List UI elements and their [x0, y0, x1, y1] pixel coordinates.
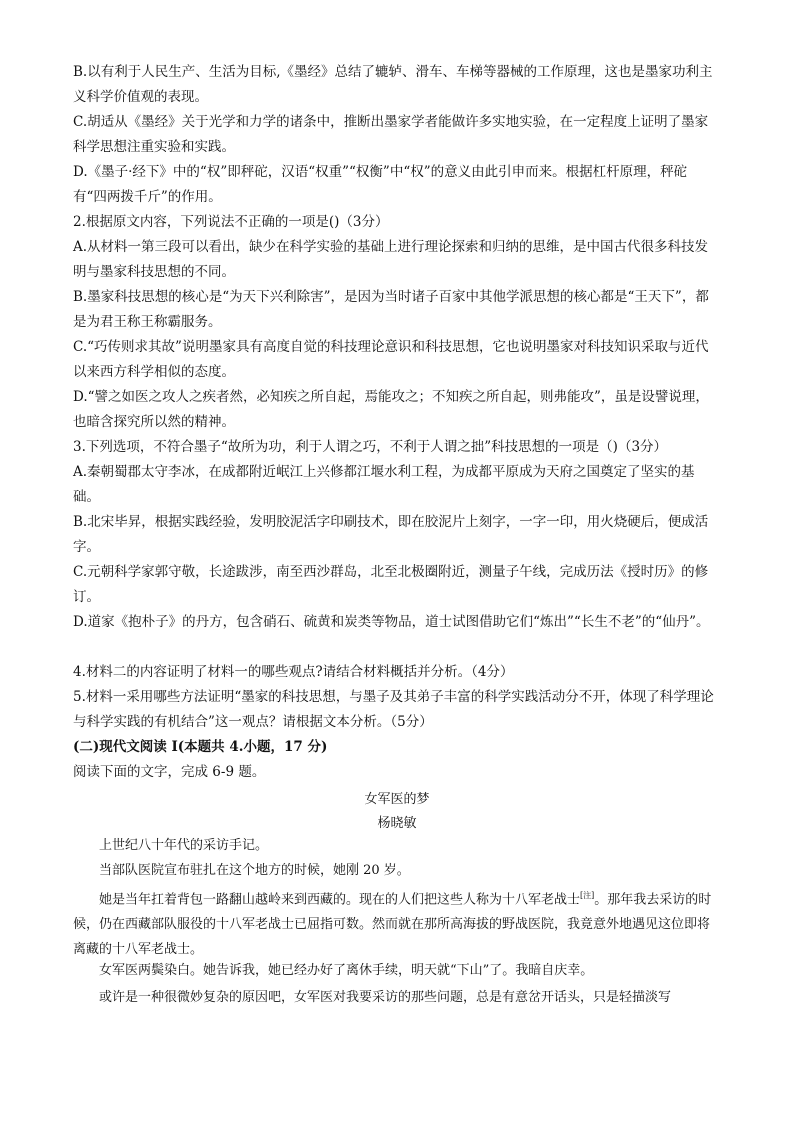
article-paragraph-2: 当部队医院宣布驻扎在这个地方的时候，她刚 20 岁。: [99, 863, 410, 878]
article-author: 杨晓敏: [377, 816, 417, 831]
q2-option-a: A.从材料一第三段可以看出，缺少在科学实验的基础上进行理论探索和归纳的思维，是中国古代很多科技发明与墨家科技思想的不同。: [73, 239, 709, 280]
q4-stem: 4.材料二的内容证明了材料一的哪些观点?请结合材料概括并分析。（4分）: [73, 664, 514, 680]
q1-option-b: B.以有利于人民生产、生活为目标,《墨经》总结了辘轳、滑车、车梯等器械的工作原理，这也是墨家功利主义科学价值观的表现。: [73, 64, 713, 105]
article-title: 女军医的梦: [364, 792, 430, 807]
article-paragraph-3-part-2: 。那年我去采访的时候，仍在西藏部队服役的十八军老战士已屈指可数。然而就在那所高海拔的野战医院，我竟意外地遇见这位即将离藏的十八军老战士。: [73, 892, 712, 958]
q2-option-d: D.“譬之如医之攻人之疾者然，必知疾之所自起，焉能攻之；不知疾之所自起，则弗能攻”，虽是设譬说理，也暗含探究所以然的精神。: [73, 389, 709, 430]
q3-option-a: A.秦朝蜀郡太守李冰，在成都附近岷江上兴修都江堰水利工程，为成都平原成为天府之国奠定了坚实的基础。: [73, 464, 695, 505]
article-paragraph-5: 或许是一种很微妙复杂的原因吧，女军医对我要采访的那些问题，总是有意岔开话头，只是轻描淡写: [99, 990, 672, 1005]
article-paragraph-4: 女军医两鬓染白。她告诉我，她已经办好了离休手续，明天就“下山”了。我暗自庆幸。: [99, 963, 594, 978]
article-paragraph-3: [73, 883, 721, 962]
q3-option-d: D.道家《抱朴子》的丹方，包含硝石、硫黄和炭类等物品，道士试图借助它们“炼出”“长生不老”的“仙丹”。: [73, 614, 710, 630]
footnote-marker: [注]: [580, 891, 595, 900]
q1-option-c: C.胡适从《墨经》关于光学和力学的诸条中，推断出墨家学者能做许多实地实验，在一定程度上证明了墨家科学思想注重实验和实践。: [73, 114, 709, 155]
q1-option-d: D.《墨子·经下》中的“权”即秤砣，汉语“权重”“权衡”中“权”的意义由此引申而来。根据杠杆原理，秤砣有“四两拨千斤”的作用。: [73, 164, 688, 205]
q3-stem: 3.下列选项，不符合墨子“故所为功，利于人谓之巧，不利于人谓之拙”科技思想的一项是（)（3分）: [73, 439, 668, 455]
article-paragraph-1: 上世纪八十年代的采访手记。: [99, 838, 269, 853]
reading-instruction: 阅读下面的文字，完成 6-9 题。: [73, 764, 266, 780]
q2-option-b: B.墨家科技思想的核心是“为天下兴利除害”，是因为当时诸子百家中其他学派思想的核心都是“王天下”，都是为君王称王称霸服务。: [73, 289, 709, 330]
article-paragraph-3-part-1: 她是当年扛着背包一路翻山越岭来到西藏的。现在的人们把这些人称为十八军老战士: [99, 892, 581, 908]
q3-option-c: C.元朝科学家郭守敬，长途跋涉，南至西沙群岛，北至北极圈附近，测量子午线，完成历法《授时历》的修订。: [73, 564, 709, 605]
q5-stem: 5.材料一采用哪些方法证明“墨家的科技思想，与墨子及其弟子丰富的科学实践活动分不开，体现了科学理论与科学实践的有机结合”这一观点？请根据文本分析。（5分）: [73, 689, 714, 730]
q2-stem: 2.根据原文内容，下列说法不正确的一项是()（3分）: [73, 214, 389, 230]
section-heading: (二)现代文阅读 I(本题共 4.小题，17 分): [73, 739, 328, 755]
q3-option-b: B.北宋毕昇，根据实践经验，发明胶泥活字印刷技术，即在胶泥片上刻字，一字一印，用火烧硬后，便成活字。: [73, 514, 709, 555]
q2-option-c: C.“巧传则求其故”说明墨家具有高度自觉的科技理论意识和科技思想，它也说明墨家对科技知识采取与近代以来西方科学相似的态度。: [73, 339, 709, 380]
